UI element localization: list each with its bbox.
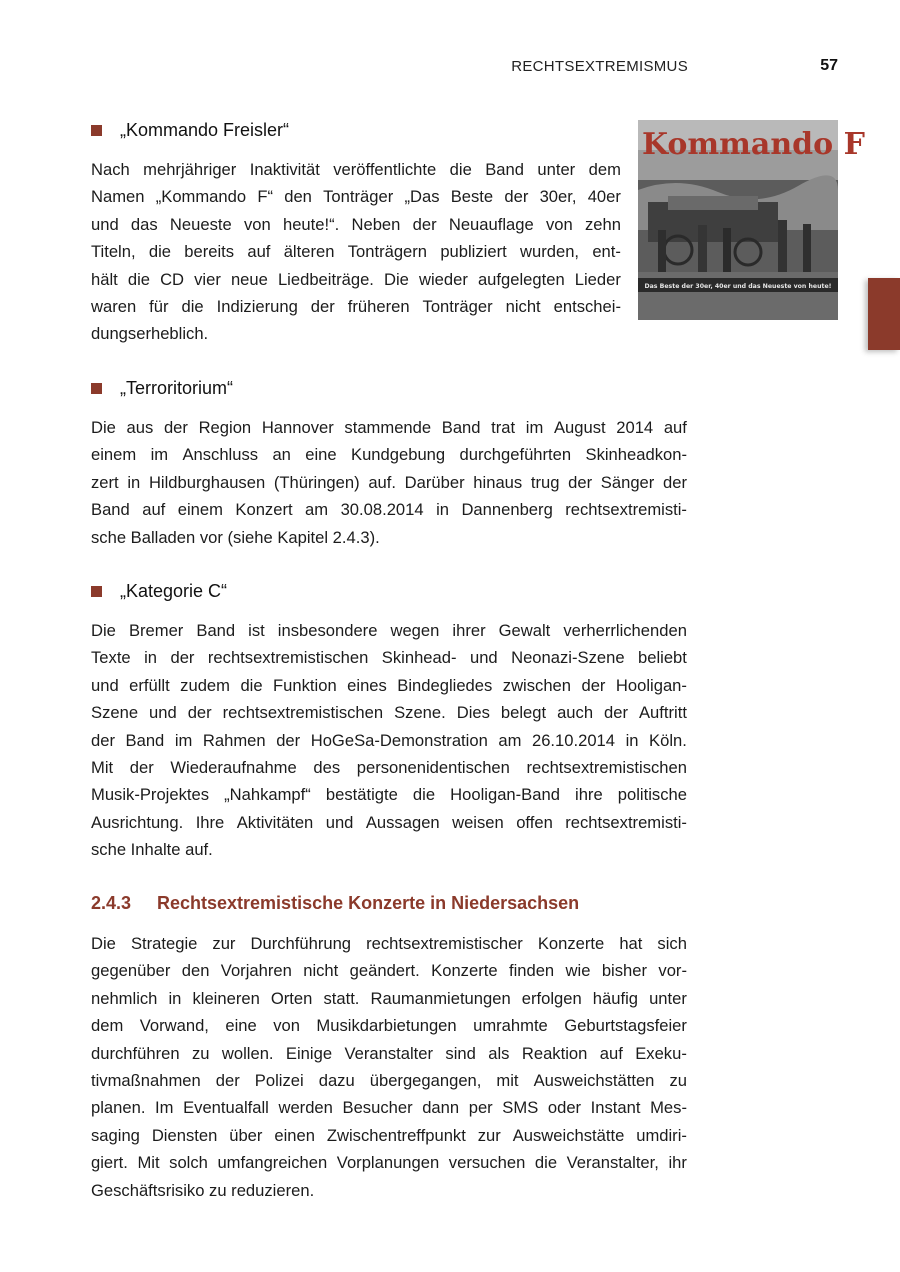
chapter-paragraph <box>91 930 687 1204</box>
chapter-title: Rechtsextremistische Konzerte in Niedersachsen <box>157 892 580 913</box>
text-line: nehmlich in kleineren Orten statt. Raumanmietungen erfolgen häufig unter <box>91 988 687 1008</box>
text-line: Nach mehrjähriger Inaktivität veröffentlichte die Band unter dem <box>91 160 621 179</box>
text-line: Szene und der rechtsextremistischen Szene. Dies belegt auch der Auftritt <box>91 703 687 723</box>
text-line: zert in Hildburghausen (Thüringen) auf. Darüber hinaus trug der Sänger der <box>91 472 687 492</box>
section-kommando-freisler <box>91 118 621 348</box>
section-kategorie-c <box>91 579 687 864</box>
chapter-heading <box>91 891 687 915</box>
text-line: Band auf einem Konzert am 30.08.2014 in Dannenberg rechtsextremisti- <box>91 500 687 520</box>
chapter-side-tab <box>868 278 900 350</box>
text-line: giert. Mit solch umfangreichen Vorplanungen versuchen die Veranstalter, ihr <box>91 1153 687 1173</box>
text-line: waren für die Indizierung der früheren Tonträger nicht entschei- <box>91 297 621 317</box>
text-line: hält die CD vier neue Liedbeiträge. Die wieder aufgelegten Lieder <box>91 269 621 289</box>
text-line: und das Neueste von heute!“. Neben der Neuauflage von zehn <box>91 214 621 234</box>
album-cover-artwork <box>638 120 865 320</box>
text-line: planen. Im Eventualfall werden Besucher dann per SMS oder Instant Mes- <box>91 1098 687 1118</box>
text-line: tivmaßnahmen der Polizei dazu übergegangen, mit Ausweichstätten zu <box>91 1071 687 1091</box>
section-paragraph <box>91 617 687 864</box>
text-line: Namen „Kommando F“ den Tonträger „Das Beste der 30er, 40er <box>91 187 621 207</box>
text-line: Die aus der Region Hannover stammende Band trat im August 2014 auf <box>91 418 687 437</box>
section-heading-text: „Terroritorium“ <box>120 377 234 398</box>
cover-title: Kommando F <box>642 127 865 162</box>
chapter-number: 2.4.3 <box>91 892 132 913</box>
square-bullet-icon <box>91 383 102 394</box>
running-title: RECHTSEXTREMISMUS <box>511 58 688 75</box>
square-bullet-icon <box>91 586 102 597</box>
album-cover-image <box>638 120 865 320</box>
square-bullet-icon <box>91 125 102 136</box>
text-line: Musik-Projektes „Nahkampf“ bestätigte die Hooligan-Band ihre politische <box>91 785 687 805</box>
page-number: 57 <box>820 57 838 74</box>
text-line: Titeln, die bereits auf älteren Tonträgern publiziert wurden, ent- <box>91 242 621 262</box>
section-heading-text: „Kommando Freisler“ <box>120 119 290 140</box>
chapter-2-4-3 <box>91 891 687 1204</box>
text-line: Die Bremer Band ist insbesondere wegen ihrer Gewalt verherrlichenden <box>91 621 687 640</box>
text-line: sche Inhalte auf. <box>91 840 213 860</box>
text-line: Geschäftsrisiko zu reduzieren. <box>91 1180 315 1200</box>
text-line: Ausrichtung. Ihre Aktivitäten und Aussagen weisen offen rechtsextremisti- <box>91 812 687 832</box>
section-terroritorium <box>91 376 687 551</box>
section-heading <box>91 376 687 400</box>
text-line: Mit der Wiederaufnahme des personenidentischen rechtsextremistischen <box>91 758 687 778</box>
section-heading <box>91 118 621 142</box>
text-line: Die Strategie zur Durchführung rechtsextremistischer Konzerte hat sich <box>91 934 687 953</box>
text-line: sche Balladen vor (siehe Kapitel 2.4.3). <box>91 527 380 547</box>
text-line: gegenüber den Vorjahren nicht geändert. Konzerte finden wie bisher vor- <box>91 961 687 981</box>
cover-caption: Das Beste der 30er, 40er und das Neueste von heute! <box>644 283 832 290</box>
running-header <box>0 58 900 80</box>
section-heading-text: „Kategorie C“ <box>120 580 228 601</box>
text-line: saging Diensten über einen Zwischentreffpunkt zur Ausweichstätte umdiri- <box>91 1125 687 1145</box>
text-line: Texte in der rechtsextremistischen Skinhead- und Neonazi-Szene beliebt <box>91 648 687 668</box>
section-paragraph <box>91 414 687 551</box>
text-line: durchführen zu wollen. Einige Veranstalter sind als Reaktion auf Exeku- <box>91 1043 687 1063</box>
section-paragraph <box>91 156 621 348</box>
section-heading <box>91 579 687 603</box>
text-line: der Band im Rahmen der HoGeSa-Demonstration am 26.10.2014 in Köln. <box>91 730 687 750</box>
text-line: dungserheblich. <box>91 324 209 344</box>
text-line: dem Vorwand, eine von Musikdarbietungen umrahmte Geburtstagsfeier <box>91 1016 687 1036</box>
text-line: und erfüllt zudem die Funktion eines Bindegliedes zwischen der Hooligan- <box>91 675 687 695</box>
text-line: einem im Anschluss an eine Kundgebung durchgeführten Skinheadkon- <box>91 445 687 465</box>
